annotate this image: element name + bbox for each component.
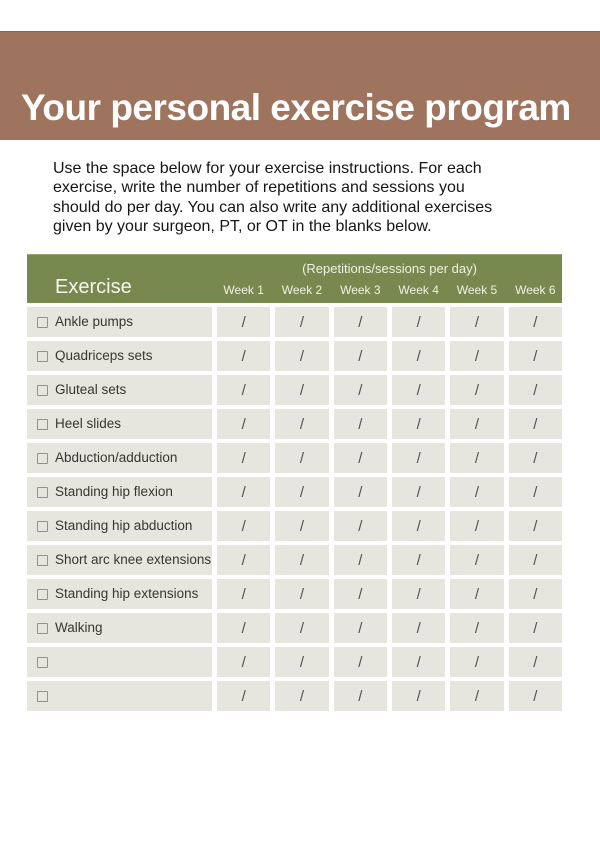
week-value-cell: / [509, 613, 562, 643]
table-row-label-cell [27, 613, 212, 643]
week-value-cell: / [275, 579, 328, 609]
week-value-cell: / [334, 341, 387, 371]
exercise-checkbox[interactable] [37, 589, 48, 600]
week-value-cell: / [509, 409, 562, 439]
intro-line: exercise, write the number of repetitions and sessions you [53, 179, 465, 197]
exercise-checkbox[interactable] [37, 623, 48, 634]
page-title: Your personal exercise program [21, 87, 571, 129]
week-value-cell: / [275, 341, 328, 371]
week-value-cell: / [450, 375, 503, 405]
week-value-cell: / [217, 375, 270, 405]
week-value-cell: / [275, 613, 328, 643]
week-value-cell: / [392, 443, 445, 473]
exercise-label: Walking [55, 620, 103, 636]
week-value-cell: / [334, 307, 387, 337]
exercise-checkbox[interactable] [37, 351, 48, 362]
week-column-header: Week 2 [281, 283, 323, 297]
week-column-header: Week 3 [340, 283, 381, 297]
week-value-cell: / [392, 647, 445, 677]
exercise-label: Ankle pumps [55, 314, 134, 330]
week-value-cell: / [334, 545, 387, 575]
week-value-cell: / [217, 545, 270, 575]
week-value-cell: / [334, 647, 387, 677]
exercise-label: Short arc knee extensions [55, 552, 212, 568]
week-value-cell: / [509, 647, 562, 677]
week-value-cell: / [509, 341, 562, 371]
exercise-table [27, 254, 562, 711]
week-value-cell: / [275, 511, 328, 541]
week-value-cell: / [217, 681, 270, 711]
week-value-cell: / [450, 647, 503, 677]
intro-line: Use the space below for your exercise instructions. For each [53, 160, 482, 177]
exercise-label: Standing hip abduction [55, 518, 193, 534]
week-value-cell: / [450, 579, 503, 609]
week-value-cell: / [392, 511, 445, 541]
exercise-label: Heel slides [55, 416, 122, 432]
exercise-checkbox[interactable] [37, 555, 48, 566]
table-row-label-cell [27, 545, 212, 575]
week-value-cell: / [217, 579, 270, 609]
week-value-cell: / [217, 477, 270, 507]
week-value-cell: / [275, 409, 328, 439]
table-row-label-cell [27, 681, 212, 711]
week-value-cell: / [509, 511, 562, 541]
week-value-cell: / [509, 307, 562, 337]
week-value-cell: / [509, 681, 562, 711]
week-value-cell: / [217, 409, 270, 439]
intro-line: given by your surgeon, PT, or OT in the blanks below. [53, 217, 432, 235]
week-value-cell: / [334, 477, 387, 507]
exercise-column-header: Exercise [55, 276, 132, 298]
exercise-checkbox[interactable] [37, 453, 48, 464]
table-row-label-cell [27, 443, 212, 473]
table-body [27, 307, 562, 711]
week-value-cell: / [334, 681, 387, 711]
week-value-cell: / [217, 443, 270, 473]
table-row-label-cell [27, 511, 212, 541]
exercise-checkbox[interactable] [37, 487, 48, 498]
week-value-cell: / [334, 511, 387, 541]
exercise-checkbox[interactable] [37, 385, 48, 396]
table-row-label-cell [27, 579, 212, 609]
week-value-cell: / [450, 681, 503, 711]
week-value-cell: / [334, 579, 387, 609]
week-value-cell: / [217, 647, 270, 677]
week-value-cell: / [275, 477, 328, 507]
week-value-cell: / [392, 409, 445, 439]
week-value-cell: / [392, 613, 445, 643]
week-value-cell: / [392, 477, 445, 507]
table-header [27, 254, 562, 303]
week-value-cell: / [275, 647, 328, 677]
week-value-cell: / [275, 443, 328, 473]
week-value-cell: / [334, 613, 387, 643]
week-value-cell: / [450, 545, 503, 575]
week-value-cell: / [217, 613, 270, 643]
repetitions-caption: (Repetitions/sessions per day) [302, 261, 477, 276]
exercise-label: Quadriceps sets [55, 348, 153, 364]
week-value-cell: / [217, 307, 270, 337]
week-value-cell: / [392, 545, 445, 575]
week-value-cell: / [509, 477, 562, 507]
exercise-checkbox[interactable] [37, 691, 48, 702]
week-value-cell: / [334, 443, 387, 473]
table-row-label-cell [27, 647, 212, 677]
week-value-cell: / [509, 375, 562, 405]
week-value-cell: / [450, 511, 503, 541]
page-header-banner [0, 31, 600, 140]
week-value-cell: / [509, 443, 562, 473]
week-value-cell: / [509, 545, 562, 575]
week-value-cell: / [334, 375, 387, 405]
week-value-cell: / [392, 341, 445, 371]
table-row-label-cell [27, 409, 212, 439]
exercise-checkbox[interactable] [37, 317, 48, 328]
week-value-cell: / [275, 375, 328, 405]
week-value-cell: / [450, 477, 503, 507]
week-column-header: Week 4 [398, 283, 439, 297]
week-value-cell: / [392, 681, 445, 711]
week-value-cell: / [450, 443, 503, 473]
exercise-label: Abduction/adduction [55, 450, 178, 466]
exercise-label: Standing hip flexion [55, 484, 173, 500]
table-row-label-cell [27, 375, 212, 405]
week-column-header: Week 5 [456, 283, 498, 297]
week-value-cell: / [217, 511, 270, 541]
intro-text [53, 159, 553, 236]
week-value-cell: / [450, 409, 503, 439]
exercise-label: Standing hip extensions [55, 586, 199, 602]
week-value-cell: / [450, 341, 503, 371]
exercise-checkbox[interactable] [37, 657, 48, 668]
table-row-label-cell [27, 307, 212, 337]
week-value-cell: / [334, 409, 387, 439]
table-row-label-cell [27, 341, 212, 371]
intro-line: should do per day. You can also write any additional exercises [53, 198, 493, 216]
exercise-label: Gluteal sets [55, 382, 127, 398]
week-value-cell: / [275, 545, 328, 575]
week-value-cell: / [450, 613, 503, 643]
week-value-cell: / [275, 307, 328, 337]
week-value-cell: / [275, 681, 328, 711]
week-value-cell: / [392, 307, 445, 337]
week-value-cell: / [509, 579, 562, 609]
week-value-cell: / [217, 341, 270, 371]
exercise-checkbox[interactable] [37, 419, 48, 430]
table-row-label-cell [27, 477, 212, 507]
week-column-header: Week 6 [515, 283, 556, 297]
week-value-cell: / [392, 579, 445, 609]
week-value-cell: / [392, 375, 445, 405]
exercise-checkbox[interactable] [37, 521, 48, 532]
week-value-cell: / [450, 307, 503, 337]
week-column-header: Week 1 [223, 283, 264, 297]
